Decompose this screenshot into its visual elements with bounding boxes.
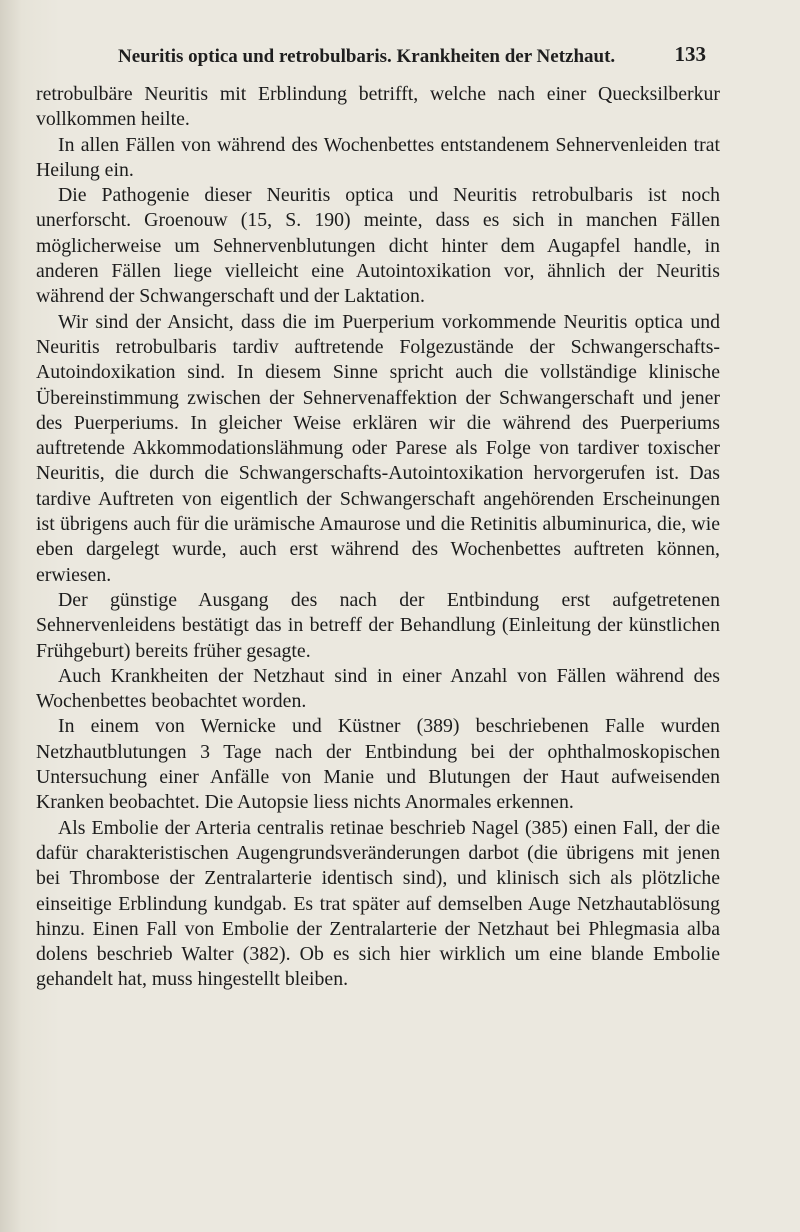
paragraph-2: In allen Fällen von während des Wochenbettes entstandenem Sehnervenleiden trat Heilung ein.: [36, 133, 720, 181]
page-number: 133: [674, 42, 706, 66]
paragraph-1: retrobulbäre Neuritis mit Erblindung betrifft, welche nach einer Quecksilberkur vollkommen heilte.: [36, 83, 720, 131]
body-text: [36, 82, 720, 993]
paragraph-7: In einem von Wernicke und Küstner (389) beschriebenen Falle wurden Netzhautblutungen 3 Tage nach der Entbindung bei der ophthalmoskopischen Untersuchung einer Anfälle von Manie und Blutungen der Haut aufweisenden Kranken beobachtet. Die Autopsie liess nichts Anormales erkennen.: [36, 715, 720, 814]
paragraph-5: Der günstige Ausgang des nach der Entbindung erst aufgetretenen Sehnervenleidens bestätigt das in betreff der Behandlung (Einleitung der künstlichen Frühgeburt) bereits früher gesagte.: [36, 588, 720, 662]
paragraph-8: Als Embolie der Arteria centralis retinae beschrieb Nagel (385) einen Fall, der die dafür charakteristischen Augengrundsveränderungen darbot (die übrigens mit jenen bei Thrombose der Zentralarterie identisch sind), und klinisch sich als plötzliche einseitige Erblindung kundgab. Es trat später auf demselben Auge Netzhautablösung hinzu. Einen Fall von Embolie der Zentralarterie der Netzhaut bei Phlegmasia alba dolens beschrieb Walter (382). Ob es sich hier wirklich um eine blande Embolie gehandelt hat, muss hingestellt bleiben.: [36, 816, 720, 991]
running-head: Neuritis optica und retrobulbaris. Krankheiten der Netzhaut.: [118, 46, 616, 67]
paragraph-3: Die Pathogenie dieser Neuritis optica und Neuritis retrobulbaris ist noch unerforscht. Groenouw (15, S. 190) meinte, dass es sich in manchen Fällen möglicherweise um Sehnervenblutungen dicht hinter dem Augapfel handle, in anderen Fällen liege vielleicht eine Autointoxikation vor, ähnlich der Neuritis während der Schwangerschaft und der Laktation.: [36, 184, 720, 308]
paragraph-4: Wir sind der Ansicht, dass die im Puerperium vorkommende Neuritis optica und Neuritis retrobulbaris tardiv auftretende Folgezustände der Schwangerschafts-Autoindoxikation sind. In diesem Sinne spricht auch die vollständige klinische Übereinstimmung zwischen der Sehnervenaffektion der Schwangerschaft und jener des Puerperiums. In gleicher Weise erklären wir die während des Puerperiums auftretende Akkommodationslähmung oder Parese als Folge von tardiver toxischer Neuritis, die durch die Schwangerschafts-Autointoxikation hervorgerufen ist. Das tardive Auftreten von eigentlich der Schwangerschaft angehörenden Erscheinungen ist übrigens auch für die urämische Amaurose und die Retinitis albuminurica, die, wie eben dargelegt wurde, auch erst während des Wochenbettes auftreten können, erwiesen.: [36, 310, 720, 586]
paragraph-6: Auch Krankheiten der Netzhaut sind in einer Anzahl von Fällen während des Wochenbettes beobachtet worden.: [36, 664, 720, 713]
page-header: [118, 42, 706, 78]
